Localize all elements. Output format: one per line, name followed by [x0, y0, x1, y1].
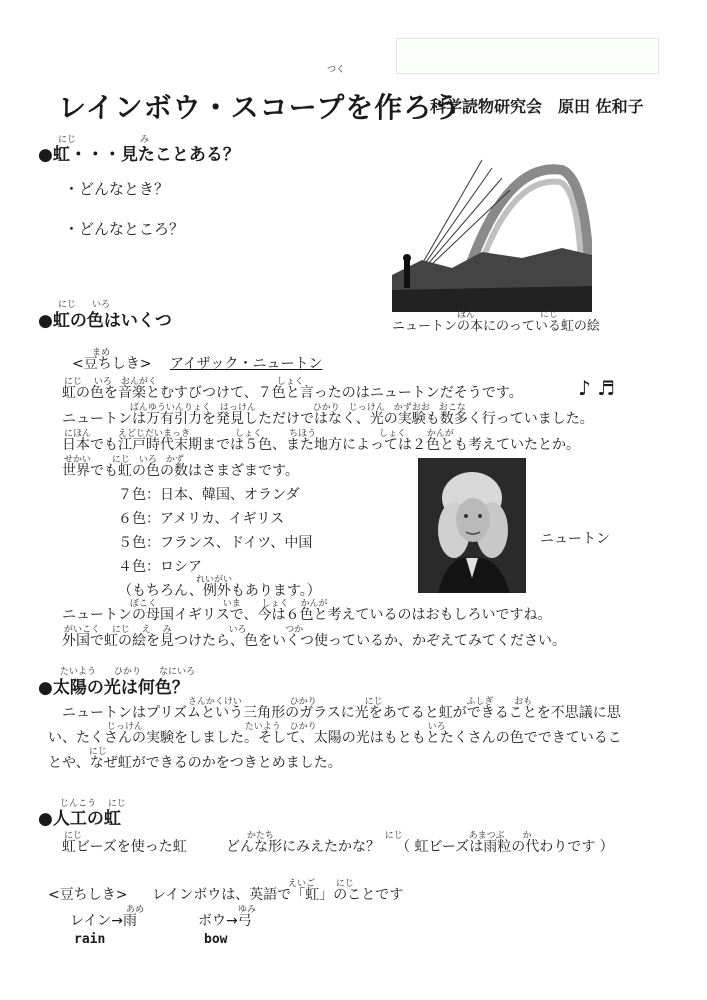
- page-title: レインボウ・スコープを作ろう: [58, 91, 462, 124]
- tip-rainbow-text: レインボウは、英語で「虹」のことです: [152, 887, 404, 903]
- question-where: ・どんなところ？: [64, 220, 185, 238]
- portrait-label: ニュートン: [540, 531, 610, 547]
- music-notes-icon: ♪ ♬: [578, 376, 616, 400]
- s4-line1-ruby: にじ かたち にじ あまつぶ か: [64, 831, 532, 841]
- s3-ruby: たいよう ひかり なにいろ: [60, 667, 196, 677]
- section2-heading: ●虹の色はいくつ: [38, 311, 172, 331]
- s3-line-3: とや、なぜ虹ができるのかをつきとめました。: [48, 755, 342, 771]
- s2-ruby-line-2: ばんゆういんりょく はっけん ひかり じっけん かずおお おこな: [64, 403, 466, 413]
- tip-label-ruby: まめ: [92, 348, 111, 358]
- section3-heading: ●太陽の光は何色？: [38, 678, 189, 698]
- s2-ruby-line-3: にほん えどじだいまっき しょく ちほう しょく かんが: [64, 429, 454, 439]
- s2-ruby-niji: にじ: [58, 300, 77, 310]
- section1-heading: ●虹・・・見たことある？: [38, 145, 240, 165]
- beads-note: （ 虹ビーズは雨粒の代わりです ）: [396, 839, 614, 855]
- newton-rainbow-illustration: [392, 140, 592, 312]
- tip-label: <豆ちしき>: [72, 356, 152, 372]
- section4-heading: ●人工の虹: [38, 809, 121, 829]
- shape-question: どんな形にみえたかな？: [226, 839, 380, 855]
- bow-en: bow: [204, 932, 228, 947]
- bow-ruby: ゆみ: [238, 905, 257, 915]
- s3-ruby-line-2: じっけん たいよう ひかり いろ: [50, 722, 446, 732]
- caption-ruby-hon: ほん: [457, 310, 476, 320]
- s3-line-1: ニュートンはプリズムという三角形のガラスに光をあてると虹ができることを不思議に思: [48, 705, 621, 721]
- s2-end-line-1: ニュートンの母国イギリスで、今は６色と考えているのはおもしろいですね。: [62, 607, 552, 623]
- s2-ruby-iro: いろ: [92, 300, 111, 310]
- question-when: ・どんなとき？: [64, 180, 170, 198]
- bow-jp: ボウ→弓: [198, 913, 252, 929]
- country-list-note: （もちろん、例外もあります。）: [118, 583, 321, 599]
- name-field-box: [396, 38, 659, 74]
- rain-jp: レイン→雨: [70, 913, 138, 929]
- s3-line-2: い、たくさんの実験をしました。そして、太陽の光はもともとたくさんの色でできているこ: [48, 730, 622, 746]
- s2-line-1: 虹の色を音楽とむすびつけて、７色と言ったのはニュートンだそうです。: [62, 385, 523, 401]
- country-list-item: ６色：アメリカ、イギリス: [118, 511, 285, 527]
- country-list-item: ７色：日本、韓国、オランダ: [118, 487, 300, 503]
- s2-end-ruby-1: ぼこく いま しょく かんが: [64, 599, 328, 609]
- s4-tip-ruby: えいご にじ: [288, 879, 354, 889]
- tip-label-2: <豆ちしき>: [48, 887, 128, 903]
- exception-ruby: れいがい: [196, 575, 233, 585]
- caption-ruby-niji: にじ: [540, 310, 559, 320]
- author: 科学読物研究会 原田 佐和子: [430, 97, 644, 116]
- s1-ruby-mi: み: [140, 135, 150, 145]
- title-ruby: つく: [327, 65, 346, 75]
- s3-ruby-line-1: さんかくけい ひかり にじ ふしぎ おも: [50, 697, 533, 707]
- s2-ruby-line-1: にじ いろ おんがく しょく: [64, 377, 304, 387]
- s2-end-ruby-2: がいこく にじ え み いろ つか: [64, 625, 304, 635]
- s2-line-2: ニュートンは万有引力を発見しただけではなく、光の実験も数多く行っていました。: [62, 411, 594, 427]
- s2-ruby-line-4: せかい にじ いろ かず: [64, 455, 184, 465]
- newton-portrait: [418, 458, 526, 593]
- s2-line-3: 日本でも江戸時代末期までは５色、また地方によっては２色とも考えていたとか。: [62, 437, 580, 453]
- country-list-item: ５色：フランス、ドイツ、中国: [118, 535, 313, 551]
- s4-ruby: じんこう にじ: [60, 799, 126, 809]
- tip-title-newton: アイザック・ニュートン: [170, 356, 323, 372]
- rainbow-beads-text: 虹ビーズを使った虹: [62, 839, 187, 855]
- s3-ruby-line-3: にじ: [50, 747, 107, 757]
- s1-ruby-niji: にじ: [58, 135, 77, 145]
- s2-end-line-2: 外国で虹の絵を見つけたら、色をいくつ使っているか、かぞえてみてください。: [62, 633, 566, 649]
- country-list-item: ４色：ロシア: [118, 559, 202, 575]
- s2-line-4: 世界でも虹の色の数はさまざまです。: [62, 463, 299, 479]
- rain-en: rain: [74, 932, 106, 947]
- illustration-caption: ニュートンの本にのっている虹の絵: [392, 319, 600, 334]
- rain-ruby: あめ: [126, 905, 145, 915]
